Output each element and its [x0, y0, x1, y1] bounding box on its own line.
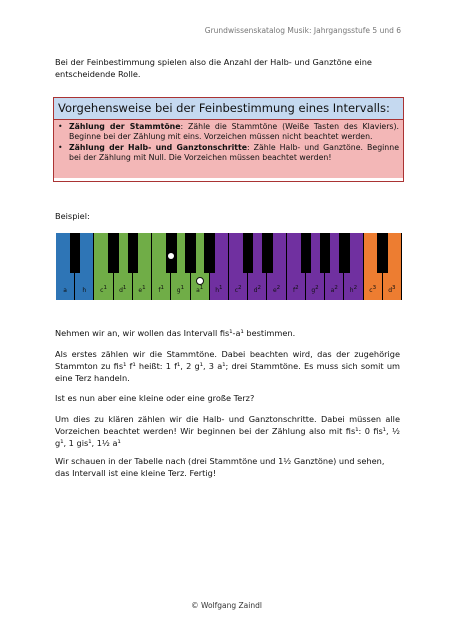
key-label: $d^2$: [253, 285, 261, 294]
black-key: [339, 233, 350, 273]
black-key: [301, 233, 312, 273]
key-label: $c^2$: [234, 285, 242, 294]
procedure-box: [53, 97, 404, 182]
black-key: [377, 233, 388, 273]
key-label: $g^2$: [311, 285, 319, 294]
key-label: $h^1$: [215, 285, 223, 294]
key-label: $c^3$: [369, 285, 377, 294]
paragraph-4: Um dies zu klären zählen wir die Halb- und Ganztonschritte. Dabei müssen alle Vorzeichen beachtet werden! Wir beginnen bei der Zählung also mit fis¹: 0 fis¹, ½ g¹, 1 gis¹, 1½ a¹: [55, 414, 400, 448]
key-label: $d^3$: [388, 285, 396, 294]
key-label: $d^1$: [119, 285, 127, 294]
intro-paragraph: Bei der Feinbestimmung spielen also die Anzahl der Halb- und Ganztöne eine entscheidende Rolle.: [55, 57, 372, 79]
paragraph-5: Wir schauen in der Tabelle nach (drei Stammtöne und 1½ Ganztöne) und sehen, das Intervall ist eine kleine Terz. Fertig!: [55, 456, 385, 478]
key-label: a: [63, 287, 67, 294]
black-key: [185, 233, 196, 273]
black-key: [262, 233, 273, 273]
key-label: $g^1$: [176, 285, 185, 294]
black-key: [70, 233, 81, 273]
paragraph-3: Ist es nun aber eine kleine oder eine große Terz?: [55, 393, 255, 403]
procedure-item-text: : Zähle Halb- und Ganztöne. Beginne bei der Zählung mit Null. Die Vorzeichen müssen beachtet werden!: [69, 142, 399, 163]
key-label: $e^1$: [138, 285, 146, 294]
key-label: $a^2$: [330, 285, 338, 294]
black-key: [243, 233, 254, 273]
key-label: h: [82, 287, 87, 294]
paragraph-2: Als erstes zählen wir die Stammtöne. Dabei beachten wird, das der zugehörige Stammton zu fis¹ f¹ heißt: 1 f¹, 2 g¹, 3 a¹; drei Stammtöne. Es muss sich somit um eine Terz handeln.: [55, 349, 400, 383]
page-footer: © Wolfgang Zaindl: [191, 601, 262, 610]
procedure-item-bold: Zählung der Halb- und Ganztonschritte: [69, 142, 247, 152]
key-label: $f^2$: [292, 285, 299, 294]
key-label: $a^1$: [196, 285, 204, 294]
procedure-item: [58, 143, 399, 164]
page-header: Grundwissenskatalog Musik: Jahrgangsstufe 5 und 6: [204, 26, 401, 35]
procedure-item-text: : Zähle die Stammtöne (Weiße Tasten des Klaviers). Beginne bei der Zählung mit eins. Vorzeichen müssen nicht beachtet werden.: [69, 122, 399, 142]
black-key: [128, 233, 139, 273]
key-label: $h^2$: [349, 285, 358, 294]
paragraph-1: Nehmen wir an, wir wollen das Intervall fis¹-a¹ bestimmen.: [55, 328, 296, 338]
piano-keyboard: [56, 233, 402, 300]
procedure-title: Vorgehensweise bei der Feinbestimmung eines Intervalls:: [54, 98, 403, 120]
example-label: Beispiel:: [55, 211, 90, 221]
black-key: [204, 233, 215, 273]
procedure-body: [54, 120, 403, 178]
black-key: [320, 233, 331, 273]
key-label: $f^1$: [158, 285, 165, 294]
black-key: [108, 233, 119, 273]
key-label: $c^1$: [100, 285, 107, 294]
procedure-item: [58, 122, 399, 143]
procedure-item-bold: Zählung der Stammtöne: [69, 122, 181, 131]
key-label: $e^2$: [272, 285, 281, 294]
